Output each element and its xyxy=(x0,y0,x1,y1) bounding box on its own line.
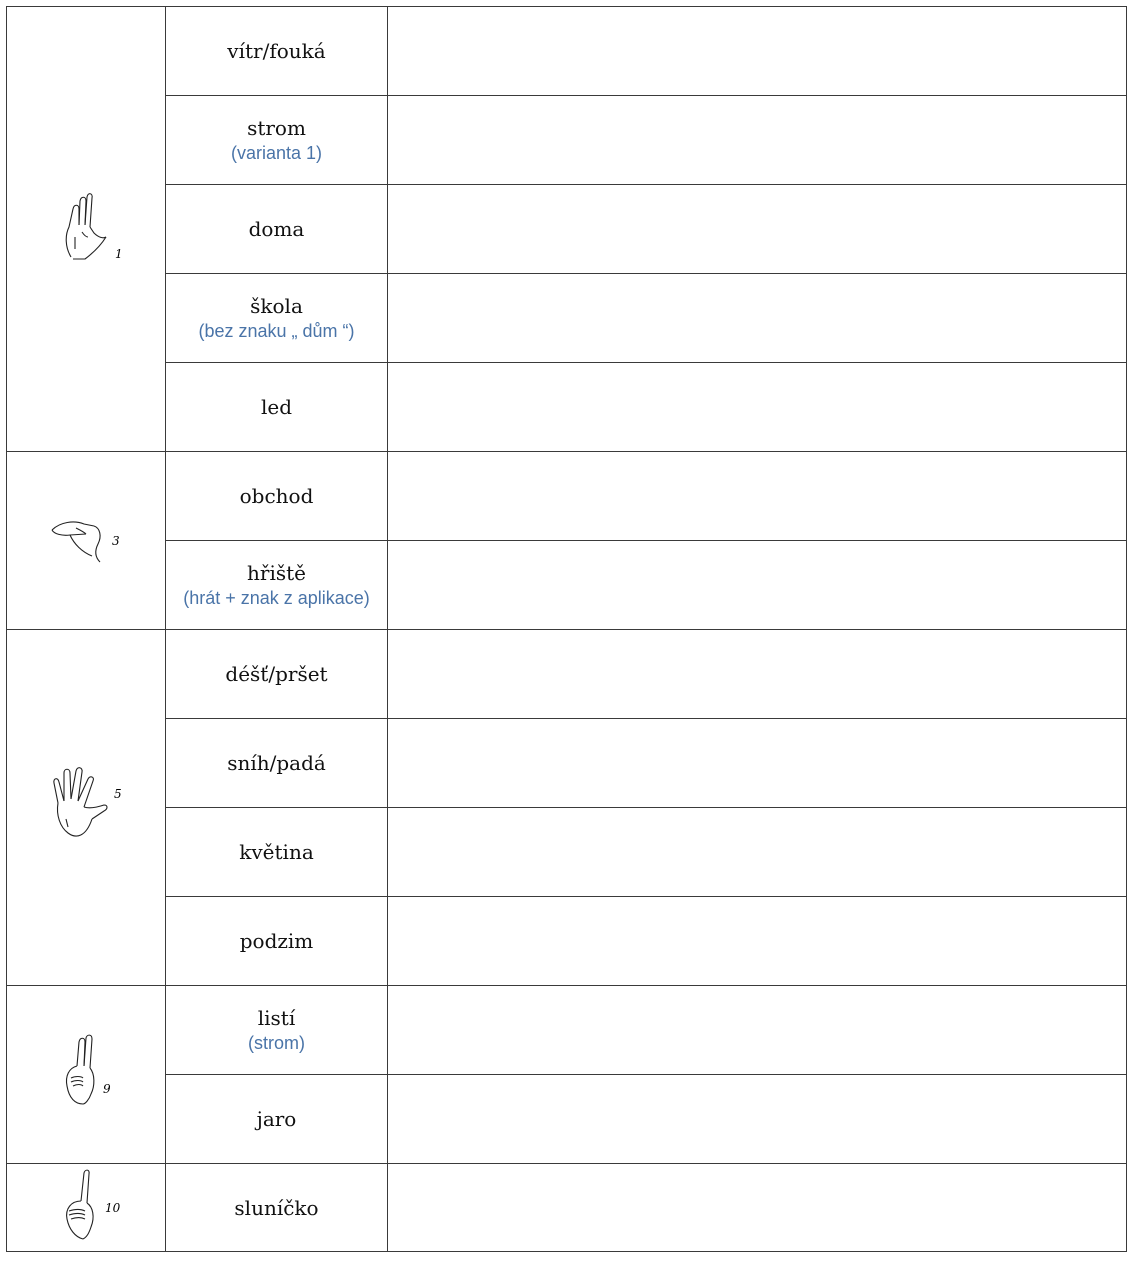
word-cell xyxy=(166,541,388,630)
word-note: (bez znaku „ dům “) xyxy=(198,321,355,341)
answer-cell[interactable] xyxy=(388,630,1127,719)
handshape-pinch-hand-icon xyxy=(46,508,126,568)
word-label: obchod xyxy=(239,484,314,508)
answer-cell[interactable] xyxy=(388,96,1127,185)
word-label: škola xyxy=(250,294,303,318)
table-row xyxy=(7,452,1127,541)
word-note: (strom) xyxy=(248,1033,305,1053)
table-row xyxy=(7,986,1127,1075)
word-label: květina xyxy=(239,840,314,864)
word-cell xyxy=(166,719,388,808)
word-cell xyxy=(166,986,388,1075)
handshape-flat-hand-icon xyxy=(51,187,121,267)
answer-cell[interactable] xyxy=(388,185,1127,274)
table-row xyxy=(7,1075,1127,1164)
handshape-cell xyxy=(7,7,166,452)
word-cell xyxy=(166,1075,388,1164)
word-label: podzim xyxy=(239,929,314,953)
word-cell xyxy=(166,808,388,897)
table-row xyxy=(7,185,1127,274)
word-cell xyxy=(166,363,388,452)
handshape-cell xyxy=(7,630,166,986)
word-label: vítr/fouká xyxy=(227,39,326,63)
word-cell xyxy=(166,1164,388,1252)
handshape-number: 10 xyxy=(105,1201,121,1215)
handshape-cell xyxy=(7,986,166,1164)
handshape-number: 3 xyxy=(112,534,120,548)
word-cell xyxy=(166,96,388,185)
answer-cell[interactable] xyxy=(388,7,1127,96)
word-cell xyxy=(166,897,388,986)
table-row xyxy=(7,630,1127,719)
word-cell xyxy=(166,274,388,363)
table-row xyxy=(7,719,1127,808)
table-row xyxy=(7,897,1127,986)
word-cell xyxy=(166,630,388,719)
answer-cell[interactable] xyxy=(388,363,1127,452)
word-label: déšť/pršet xyxy=(225,662,328,686)
table-row xyxy=(7,7,1127,96)
table-row xyxy=(7,363,1127,452)
word-label: hřiště xyxy=(247,561,306,585)
table-row xyxy=(7,96,1127,185)
table-row xyxy=(7,1164,1127,1252)
answer-cell[interactable] xyxy=(388,897,1127,986)
handshape-number: 9 xyxy=(103,1082,111,1096)
answer-cell[interactable] xyxy=(388,1164,1127,1252)
word-note: (hrát + znak z aplikace) xyxy=(183,588,370,608)
word-label: strom xyxy=(247,116,306,140)
word-label: jaro xyxy=(256,1107,297,1131)
vocabulary-table xyxy=(6,6,1127,1252)
answer-cell[interactable] xyxy=(388,541,1127,630)
handshape-spread-hand-icon xyxy=(46,763,126,847)
word-label: sluníčko xyxy=(234,1195,319,1220)
word-label: led xyxy=(260,395,293,419)
handshape-number: 1 xyxy=(115,247,123,261)
answer-cell[interactable] xyxy=(388,986,1127,1075)
table-row xyxy=(7,541,1127,630)
answer-cell[interactable] xyxy=(388,452,1127,541)
handshape-number: 5 xyxy=(114,787,122,801)
answer-cell[interactable] xyxy=(388,808,1127,897)
handshape-index-finger-icon xyxy=(51,1167,121,1243)
table-row xyxy=(7,808,1127,897)
table-row xyxy=(7,274,1127,363)
word-cell xyxy=(166,185,388,274)
word-cell xyxy=(166,7,388,96)
answer-cell[interactable] xyxy=(388,1075,1127,1164)
handshape-two-fingers-icon xyxy=(51,1032,121,1112)
word-label: sníh/padá xyxy=(227,751,326,775)
answer-cell[interactable] xyxy=(388,719,1127,808)
word-cell xyxy=(166,452,388,541)
word-label: listí xyxy=(257,1006,296,1030)
handshape-cell xyxy=(7,1164,166,1252)
word-note: (varianta 1) xyxy=(230,143,323,163)
word-label: doma xyxy=(248,217,305,241)
answer-cell[interactable] xyxy=(388,274,1127,363)
handshape-cell xyxy=(7,452,166,630)
